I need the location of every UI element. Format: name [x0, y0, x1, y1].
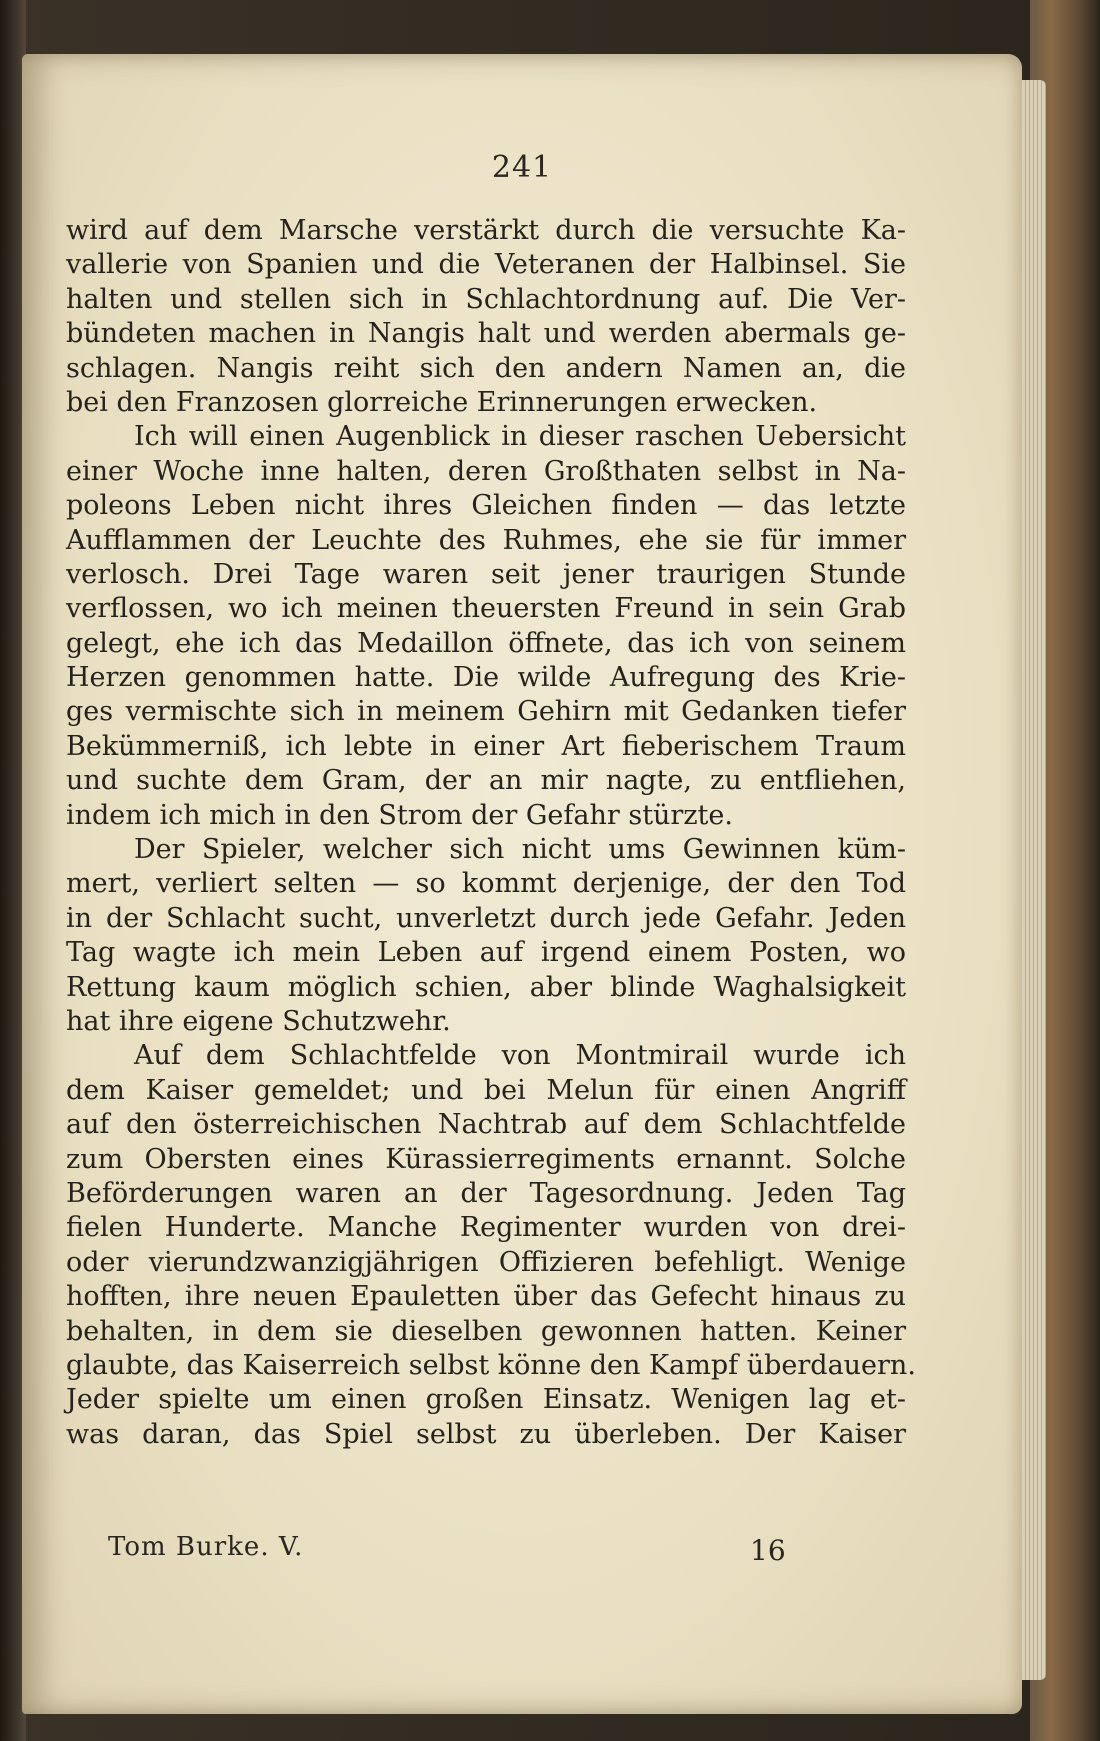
page-number: 241 — [491, 150, 553, 185]
text-line: und suchte dem Gram, der an mir nagte, zu entfliehen, — [66, 765, 906, 797]
text-line: Auf dem Schlachtfelde von Montmirail wurde ich — [134, 1040, 906, 1072]
text-line: fielen Hunderte. Manche Regimenter wurden von drei- — [66, 1212, 906, 1244]
text-line: ges vermischte sich in meinem Gehirn mit Gedanken tiefer — [66, 696, 906, 728]
text-line: Der Spieler, welcher sich nicht ums Gewinnen küm- — [134, 834, 906, 866]
text-line: Ich will einen Augenblick in dieser raschen Uebersicht — [134, 421, 906, 453]
text-line: Tag wagte ich mein Leben auf irgend einem Posten, wo — [66, 937, 906, 969]
text-line: bei den Franzosen glorreiche Erinnerungen erwecken. — [66, 386, 818, 418]
text-line: Aufflammen der Leuchte des Ruhmes, ehe sie für immer — [66, 524, 906, 556]
text-line: indem ich mich in den Strom der Gefahr stürzte. — [66, 799, 733, 831]
text-line: oder vierundzwanzigjährigen Offizieren befehligt. Wenige — [66, 1246, 906, 1278]
text-line: gelegt, ehe ich das Medaillon öffnete, das ich von seinem — [66, 627, 906, 659]
text-line: Beförderungen waren an der Tagesordnung. Jeden Tag — [66, 1177, 906, 1209]
text-line: behalten, in dem sie dieselben gewonnen hatten. Keiner — [66, 1315, 906, 1347]
text-line: mert, verliert selten — so kommt derjenige, der den Tod — [66, 868, 906, 900]
body-text — [66, 214, 916, 1452]
text-line: hofften, ihre neuen Epauletten über das Gefecht hinaus zu — [66, 1281, 906, 1313]
text-line: dem Kaiser gemeldet; und bei Melun für einen Angriff — [66, 1074, 906, 1106]
book-page — [22, 54, 1022, 1714]
text-line: glaubte, das Kaiserreich selbst könne den Kampf überdauern. — [66, 1349, 916, 1381]
text-line: Jeder spielte um einen großen Einsatz. Wenigen lag et- — [66, 1384, 906, 1416]
text-line: zum Obersten eines Kürassierregiments ernannt. Solche — [66, 1143, 906, 1175]
text-line: schlagen. Nangis reiht sich den andern Namen an, die — [66, 352, 906, 384]
text-line: was daran, das Spiel selbst zu überleben. Der Kaiser — [66, 1418, 906, 1450]
text-line: poleons Leben nicht ihres Gleichen finden — das letzte — [66, 490, 906, 522]
text-line: vallerie von Spanien und die Veteranen der Halbinsel. Sie — [66, 249, 906, 281]
text-line: einer Woche inne halten, deren Großthaten selbst in Na- — [66, 455, 906, 487]
page-footer — [80, 1532, 800, 1572]
text-line: bündeten machen in Nangis halt und werden abermals ge- — [66, 318, 906, 350]
signature-mark: Tom Burke. V. — [108, 1532, 304, 1562]
text-line: verlosch. Drei Tage waren seit jener traurigen Stunde — [66, 558, 906, 590]
text-line: auf den österreichischen Nachtrab auf dem Schlachtfelde — [66, 1109, 906, 1141]
text-line: wird auf dem Marsche verstärkt durch die versuchte Ka- — [66, 215, 906, 246]
text-line: Bekümmerniß, ich lebte in einer Art fieberischem Traum — [66, 730, 906, 762]
sheet-number: 16 — [750, 1534, 786, 1567]
text-line: hat ihre eigene Schutzwehr. — [66, 1005, 451, 1037]
text-line: halten und stellen sich in Schlachtordnung auf. Die Ver- — [66, 283, 906, 315]
text-line: Herzen genommen hatte. Die wilde Aufregung des Krie- — [66, 662, 906, 694]
text-line: in der Schlacht sucht, unverletzt durch jede Gefahr. Jeden — [66, 902, 906, 934]
text-line: verflossen, wo ich meinen theuersten Freund in sein Grab — [66, 593, 906, 625]
text-line: Rettung kaum möglich schien, aber blinde Waghalsigkeit — [66, 971, 906, 1003]
